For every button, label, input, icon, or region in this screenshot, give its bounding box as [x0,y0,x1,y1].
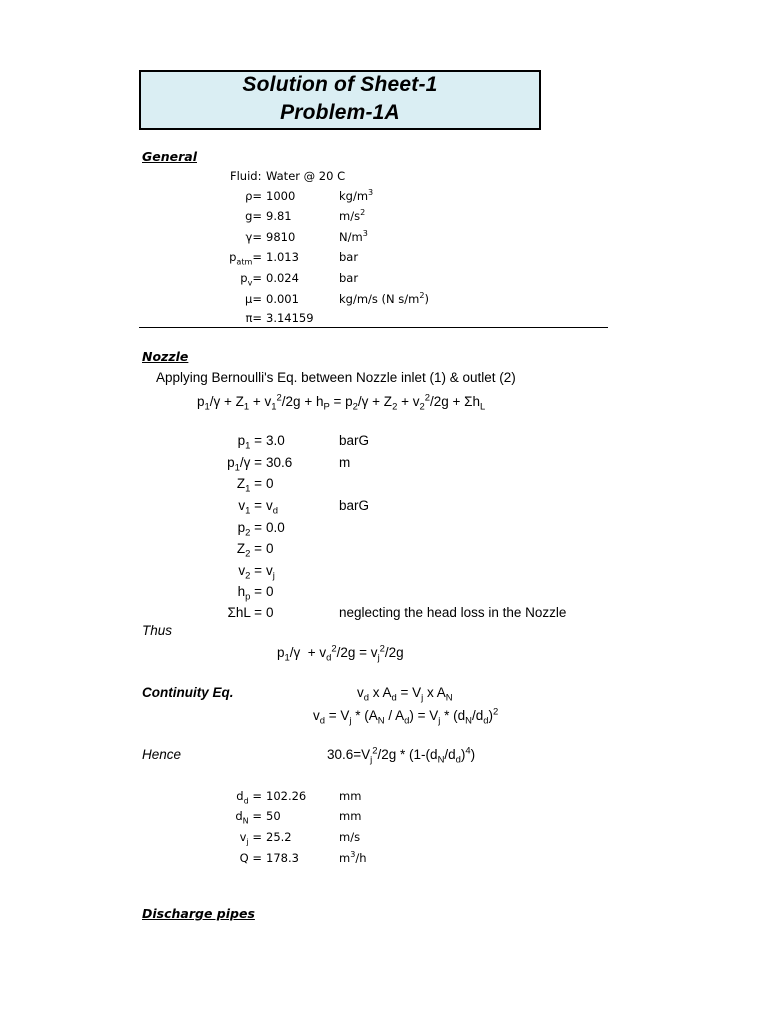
pv-unit: bar [339,271,359,285]
continuity-label: Continuity Eq. [142,685,234,700]
section-divider [139,327,608,328]
hence-equation: $30.6=V_j^2/2g * (1-(d_N/d_d)^4)$ [327,745,476,766]
sum-hl-note: neglecting the head loss in the Nozzle [339,605,567,620]
dd-label: $d_d$ = [236,789,262,806]
p1-gamma-unit: m [339,455,351,470]
p2-label: $p_2$ = [237,520,262,539]
hp-label: $h_p$ = [237,584,262,603]
p1-label: $p_1$ = [237,433,262,452]
q-label: Q = [239,851,262,865]
pi-value: 3.14159 [266,311,314,325]
patm-label: $p_{atm}=$ [229,250,262,267]
z2-label: $Z_2$ = [236,541,262,560]
section-general-heading: General [142,149,197,164]
vj-value: 25.2 [266,830,292,844]
dn-value: 50 [266,809,281,823]
p1-unit: barG [339,433,370,448]
gamma-value: 9810 [266,230,296,244]
rho-unit: $kg/m^3$ [339,188,374,203]
continuity-equation-1: $v_d$ x $A_d = V_j$ x $A_N$ [357,685,453,704]
z1-label: $Z_1$ = [236,476,262,495]
thus-label: Thus [142,623,173,638]
q-value: 178.3 [266,851,299,865]
vj-unit: m/s [339,830,361,844]
z2-value: 0 [266,541,274,556]
dn-unit: mm [339,809,362,823]
gamma-unit: $N/m^3$ [339,229,368,244]
g-label: g= [245,209,262,223]
q-unit: $m^3/h$ [339,850,367,865]
gamma-label: γ= [245,230,262,244]
p2-value: 0.0 [266,520,285,535]
g-unit: $m/s^2$ [339,208,366,223]
title-box [139,70,541,130]
nozzle-intro-text: Applying Bernoulli's Eq. between Nozzle inlet (1) & outlet (2) [156,370,516,385]
mu-unit: kg/m/s (N $s/m^2$) [339,291,429,306]
p1-gamma-label: $p_1/\gamma$ = [227,455,262,474]
v2-label: $v_2$ = [238,563,262,582]
continuity-equation-2: $v_d = V_j * (A_N / A_d) = V_j * (d_N/d_d)^2$ [313,706,499,727]
v1-unit: barG [339,498,370,513]
rho-value: 1000 [266,189,296,203]
patm-unit: bar [339,250,359,264]
title-line-2: Problem-1A [280,101,400,124]
mu-value: 0.001 [266,292,299,306]
dd-unit: mm [339,789,362,803]
fluid-label: Fluid: [230,169,262,183]
mu-label: μ= [245,292,262,306]
title-line-1: Solution of Sheet-1 [242,73,438,96]
z1-value: 0 [266,476,274,491]
pv-label: $p_v=$ [240,271,262,288]
section-nozzle-heading: Nozzle [142,349,189,364]
patm-value: 1.013 [266,250,299,264]
rho-label: ρ= [245,189,262,203]
sum-hl-label: ΣhL = [227,605,262,620]
hp-value: 0 [266,584,274,599]
thus-equation: $p_1/\gamma + v_d^2/2g = v_j^2/2g$ [277,643,404,664]
v2-value: $v_j$ [266,563,275,582]
pv-value: 0.024 [266,271,299,285]
p1-gamma-value: 30.6 [266,455,293,470]
sum-hl-value: 0 [266,605,274,620]
p1-value: 3.0 [266,433,285,448]
hence-label: Hence [142,747,182,762]
bernoulli-equation: $p_1/\gamma + Z_1 + v_1^2/2g + h_P = p_2/\gamma + Z_2 + v_2^2/2g + \Sigma h_L$ [197,392,486,413]
section-discharge-heading: Discharge pipes [142,906,255,921]
v1-value: $v_d$ [266,498,278,517]
fluid-value: Water @ 20 C [266,169,346,183]
pi-label: π= [245,311,262,325]
vj-label: $v_j$ = [239,830,262,847]
dn-label: $d_N$ = [235,809,262,826]
v1-label: $v_1$ = [238,498,262,517]
g-value: 9.81 [266,209,292,223]
dd-value: 102.26 [266,789,307,803]
